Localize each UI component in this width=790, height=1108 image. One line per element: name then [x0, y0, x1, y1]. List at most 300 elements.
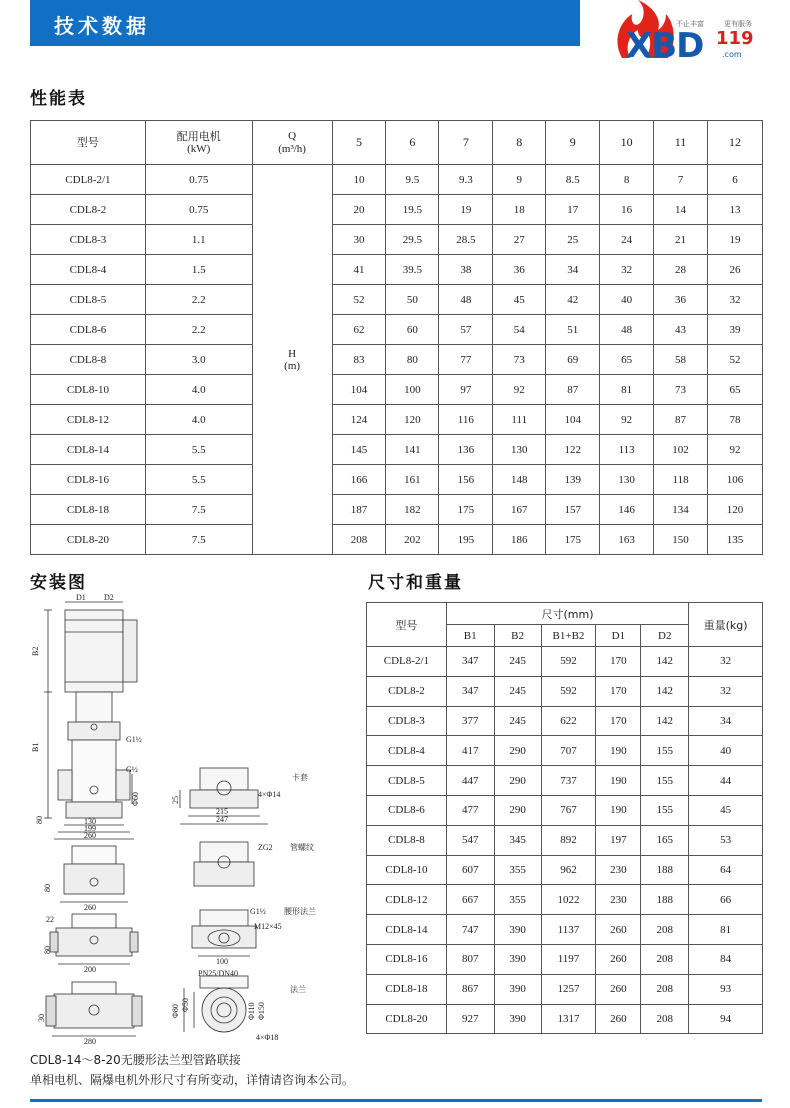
head-cell: 208 [332, 525, 386, 555]
flow-header [252, 121, 332, 165]
model-cell: CDL8-8 [31, 345, 146, 375]
head-cell: 28 [654, 255, 708, 285]
head-cell: 57 [439, 315, 493, 345]
dim-value-cell: 188 [641, 855, 689, 885]
dim-30: 30 [37, 1014, 46, 1022]
dimension-row [367, 1004, 763, 1034]
head-cell: 120 [708, 495, 763, 525]
head-cell: 100 [386, 375, 439, 405]
weight-cell: 93 [689, 974, 763, 1004]
weight-cell: 94 [689, 1004, 763, 1034]
dim-phi150: Φ150 [257, 1002, 266, 1020]
head-cell: 42 [546, 285, 600, 315]
head-cell: 102 [654, 435, 708, 465]
head-cell: 13 [708, 195, 763, 225]
dim-value-cell: 170 [596, 676, 641, 706]
head-cell: 81 [600, 375, 654, 405]
dim-value-cell: 622 [541, 706, 596, 736]
dim-value-cell: 1137 [541, 915, 596, 945]
head-cell: 111 [493, 405, 546, 435]
label-flange: 法兰 [290, 985, 306, 994]
dim-value-cell: 390 [494, 974, 541, 1004]
head-cell: 130 [600, 465, 654, 495]
performance-row [31, 195, 763, 225]
dim-value-cell: 155 [641, 766, 689, 796]
head-cell: 157 [546, 495, 600, 525]
head-cell: 186 [493, 525, 546, 555]
label-d2: D2 [104, 593, 114, 602]
dim-value-cell: 290 [494, 766, 541, 796]
flow-value: 8 [493, 121, 546, 165]
head-cell: 58 [654, 345, 708, 375]
flow-value: 9 [546, 121, 600, 165]
dim-value-cell: 142 [641, 676, 689, 706]
head-cell: 116 [439, 405, 493, 435]
power-header [145, 121, 252, 165]
power-cell: 1.5 [145, 255, 252, 285]
head-cell: 92 [600, 405, 654, 435]
head-cell: 38 [439, 255, 493, 285]
dim-model-cell: CDL8-8 [367, 825, 447, 855]
weight-cell: 84 [689, 944, 763, 974]
dimension-row [367, 795, 763, 825]
dim-value-cell: 1022 [541, 885, 596, 915]
head-cell: 87 [654, 405, 708, 435]
flow-value: 10 [600, 121, 654, 165]
weight-cell: 66 [689, 885, 763, 915]
head-cell: 60 [386, 315, 439, 345]
head-cell: 16 [600, 195, 654, 225]
head-cell: 28.5 [439, 225, 493, 255]
performance-row [31, 435, 763, 465]
dim-value-cell: 390 [494, 915, 541, 945]
head-cell: 136 [439, 435, 493, 465]
dim-value-cell: 142 [641, 706, 689, 736]
dim-value-cell: 807 [446, 944, 494, 974]
power-cell: 1.1 [145, 225, 252, 255]
dim-model-cell: CDL8-4 [367, 736, 447, 766]
head-cell: 20 [332, 195, 386, 225]
head-cell: 41 [332, 255, 386, 285]
dim-phi80: Φ80 [171, 1004, 180, 1018]
head-cell: 17 [546, 195, 600, 225]
dim-value-cell: 170 [596, 647, 641, 677]
head-cell: 65 [600, 345, 654, 375]
power-cell: 2.2 [145, 315, 252, 345]
head-cell: 19 [708, 225, 763, 255]
dim-col-header: D1 [596, 625, 641, 647]
dim-80b: 80 [43, 884, 52, 892]
dim-value-cell: 867 [446, 974, 494, 1004]
model-cell: CDL8-2/1 [31, 165, 146, 195]
head-cell: 8 [600, 165, 654, 195]
dim-260b: 260 [84, 903, 96, 912]
head-cell: 156 [439, 465, 493, 495]
performance-row [31, 345, 763, 375]
head-cell: 52 [708, 345, 763, 375]
dim-value-cell: 170 [596, 706, 641, 736]
logo-domain: .com [722, 50, 742, 59]
power-cell: 3.0 [145, 345, 252, 375]
head-cell: 51 [546, 315, 600, 345]
dimension-row [367, 915, 763, 945]
power-cell: 0.75 [145, 195, 252, 225]
dim-value-cell: 417 [446, 736, 494, 766]
dim-200: 200 [84, 965, 96, 974]
dim-247: 247 [216, 815, 228, 824]
performance-row [31, 405, 763, 435]
dim-value-cell: 208 [641, 1004, 689, 1034]
dim-value-cell: 155 [641, 795, 689, 825]
head-cell: 39.5 [386, 255, 439, 285]
dim-value-cell: 737 [541, 766, 596, 796]
dimension-header-row [367, 603, 763, 625]
head-cell: 195 [439, 525, 493, 555]
dim-value-cell: 230 [596, 885, 641, 915]
dim-value-cell: 1197 [541, 944, 596, 974]
label-g1-top: G1½ [126, 735, 142, 744]
dim-model-cell: CDL8-2/1 [367, 647, 447, 677]
head-cell: 139 [546, 465, 600, 495]
head-cell: 122 [546, 435, 600, 465]
head-cell: 43 [654, 315, 708, 345]
head-cell: 48 [600, 315, 654, 345]
dimension-row [367, 885, 763, 915]
dim-phi50: Φ50 [181, 998, 190, 1012]
head-cell: 65 [708, 375, 763, 405]
dim-value-cell: 208 [641, 915, 689, 945]
dim-value-cell: 142 [641, 647, 689, 677]
model-header: 型号 [31, 121, 146, 165]
dim-value-cell: 260 [596, 915, 641, 945]
logo-text: XBD [626, 26, 704, 66]
dim-value-cell: 355 [494, 885, 541, 915]
dim-model-cell: CDL8-16 [367, 944, 447, 974]
flow-value: 11 [654, 121, 708, 165]
dim-value-cell: 260 [596, 944, 641, 974]
model-cell: CDL8-14 [31, 435, 146, 465]
dim-value-cell: 592 [541, 647, 596, 677]
flow-value: 6 [386, 121, 439, 165]
dim-215: 215 [216, 807, 228, 816]
weight-cell: 44 [689, 766, 763, 796]
dim-model-cell: CDL8-3 [367, 706, 447, 736]
head-cell: 14 [654, 195, 708, 225]
power-header-line1: 配用电机 [176, 129, 221, 143]
head-cell: 77 [439, 345, 493, 375]
dim-value-cell: 377 [446, 706, 494, 736]
weight-cell: 45 [689, 795, 763, 825]
note-line-2: 单相电机、隔爆电机外形尺寸有所变动，详情请咨询本公司。 [30, 1073, 355, 1087]
head-cell: 92 [708, 435, 763, 465]
head-cell: 40 [600, 285, 654, 315]
head-cell: 9.5 [386, 165, 439, 195]
label-clamp: 卡套 [292, 773, 308, 782]
dimension-row [367, 974, 763, 1004]
dim-value-cell: 390 [494, 944, 541, 974]
dim-130: 130 [84, 817, 96, 826]
dim-value-cell: 230 [596, 855, 641, 885]
head-cell: 24 [600, 225, 654, 255]
dim-model-cell: CDL8-6 [367, 795, 447, 825]
weight-cell: 32 [689, 647, 763, 677]
dim-value-cell: 1257 [541, 974, 596, 1004]
head-cell: 73 [493, 345, 546, 375]
power-cell: 5.5 [145, 465, 252, 495]
head-label-line2: (m) [284, 359, 301, 372]
dim-model-cell: CDL8-2 [367, 676, 447, 706]
weight-cell: 32 [689, 676, 763, 706]
performance-row [31, 225, 763, 255]
dim-value-cell: 547 [446, 825, 494, 855]
head-cell: 92 [493, 375, 546, 405]
head-cell: 167 [493, 495, 546, 525]
dim-value-cell: 260 [596, 1004, 641, 1034]
power-cell: 7.5 [145, 525, 252, 555]
head-cell: 25 [546, 225, 600, 255]
dim-model-cell: CDL8-10 [367, 855, 447, 885]
head-cell: 83 [332, 345, 386, 375]
dim-model-cell: CDL8-14 [367, 915, 447, 945]
head-cell: 202 [386, 525, 439, 555]
dim-80: 80 [35, 816, 44, 824]
head-cell: 6 [708, 165, 763, 195]
dim-value-cell: 707 [541, 736, 596, 766]
dim-value-cell: 747 [446, 915, 494, 945]
head-cell: 52 [332, 285, 386, 315]
brand-logo [612, 0, 772, 68]
performance-row [31, 465, 763, 495]
head-cell: 182 [386, 495, 439, 525]
performance-row [31, 255, 763, 285]
dim-model-cell: CDL8-12 [367, 885, 447, 915]
header-banner [30, 0, 580, 46]
logo-number: 119 [716, 28, 754, 49]
dim-value-cell: 892 [541, 825, 596, 855]
label-d1: D1 [76, 593, 86, 602]
weight-cell: 64 [689, 855, 763, 885]
dim-value-cell: 447 [446, 766, 494, 796]
dim-80c: 80 [43, 946, 52, 954]
dim-value-cell: 245 [494, 706, 541, 736]
head-cell: 124 [332, 405, 386, 435]
head-cell: 113 [600, 435, 654, 465]
head-cell: 32 [708, 285, 763, 315]
dim-value-cell: 208 [641, 974, 689, 1004]
performance-row [31, 315, 763, 345]
dim-col-header: B1+B2 [541, 625, 596, 647]
dim-value-cell: 927 [446, 1004, 494, 1034]
head-cell: 36 [654, 285, 708, 315]
head-cell: 39 [708, 315, 763, 345]
dimension-row [367, 855, 763, 885]
power-cell: 2.2 [145, 285, 252, 315]
dim-value-cell: 477 [446, 795, 494, 825]
dim-phi60: Φ60 [131, 792, 140, 806]
dim-value-cell: 592 [541, 676, 596, 706]
head-cell: 62 [332, 315, 386, 345]
head-cell: 175 [439, 495, 493, 525]
head-cell: 118 [654, 465, 708, 495]
head-cell: 54 [493, 315, 546, 345]
head-cell: 148 [493, 465, 546, 495]
head-cell: 104 [546, 405, 600, 435]
head-cell: 29.5 [386, 225, 439, 255]
model-cell: CDL8-3 [31, 225, 146, 255]
performance-row [31, 525, 763, 555]
model-cell: CDL8-4 [31, 255, 146, 285]
dim-phi110: Φ110 [247, 1002, 256, 1020]
head-cell: 7 [654, 165, 708, 195]
dim-280: 280 [84, 1037, 96, 1046]
head-label-cell [252, 165, 332, 555]
head-cell: 8.5 [546, 165, 600, 195]
head-cell: 45 [493, 285, 546, 315]
dim-value-cell: 767 [541, 795, 596, 825]
head-cell: 32 [600, 255, 654, 285]
dim-value-cell: 290 [494, 736, 541, 766]
dim-value-cell: 290 [494, 795, 541, 825]
dim-m12: M12×45 [254, 922, 282, 931]
head-cell: 26 [708, 255, 763, 285]
head-cell: 87 [546, 375, 600, 405]
performance-heading: 性能表 [30, 89, 87, 109]
power-header-line2: (kW) [187, 142, 211, 155]
weight-cell: 34 [689, 706, 763, 736]
head-cell: 175 [546, 525, 600, 555]
model-cell: CDL8-2 [31, 195, 146, 225]
dimension-row [367, 647, 763, 677]
dimension-row [367, 944, 763, 974]
dim-model-cell: CDL8-18 [367, 974, 447, 1004]
dim-value-cell: 347 [446, 676, 494, 706]
head-cell: 19 [439, 195, 493, 225]
dimension-row [367, 766, 763, 796]
head-cell: 135 [708, 525, 763, 555]
dim-value-cell: 347 [446, 647, 494, 677]
head-cell: 145 [332, 435, 386, 465]
head-cell: 166 [332, 465, 386, 495]
dim-model-cell: CDL8-20 [367, 1004, 447, 1034]
head-cell: 120 [386, 405, 439, 435]
dim-260: 260 [84, 831, 96, 840]
label-pipe-thread: 管螺纹 [290, 843, 314, 852]
dimension-row [367, 676, 763, 706]
performance-row [31, 285, 763, 315]
dimension-row [367, 736, 763, 766]
performance-row [31, 165, 763, 195]
head-label-line1: H [288, 347, 297, 360]
model-cell: CDL8-20 [31, 525, 146, 555]
performance-header-row [31, 121, 763, 165]
dim-value-cell: 190 [596, 766, 641, 796]
weight-header: 重量(kg) [689, 603, 763, 647]
head-cell: 48 [439, 285, 493, 315]
dim-value-cell: 165 [641, 825, 689, 855]
power-cell: 7.5 [145, 495, 252, 525]
dim-25: 25 [171, 796, 180, 804]
head-cell: 141 [386, 435, 439, 465]
performance-table [30, 120, 763, 555]
performance-row [31, 495, 763, 525]
dimension-row [367, 825, 763, 855]
label-pn: PN25/DN40 [198, 969, 239, 978]
head-cell: 18 [493, 195, 546, 225]
head-cell: 36 [493, 255, 546, 285]
dimensions-heading: 尺寸和重量 [368, 573, 463, 593]
note-line-1: CDL8-14～8-20无腰形法兰型管路联接 [30, 1053, 241, 1067]
head-cell: 163 [600, 525, 654, 555]
head-cell: 134 [654, 495, 708, 525]
dim-col-header: D2 [641, 625, 689, 647]
head-cell: 106 [708, 465, 763, 495]
logo-slogan-left: 不止丰富 [676, 20, 704, 28]
dimension-table [366, 602, 763, 1034]
dim-value-cell: 190 [596, 795, 641, 825]
performance-row [31, 375, 763, 405]
model-cell: CDL8-16 [31, 465, 146, 495]
size-group-header: 尺寸(mm) [446, 603, 688, 625]
dim-value-cell: 245 [494, 647, 541, 677]
head-cell: 146 [600, 495, 654, 525]
flow-header-line1: Q [288, 129, 297, 142]
dim-model-cell: CDL8-5 [367, 766, 447, 796]
dim-100: 100 [216, 957, 228, 966]
label-b2: B2 [31, 646, 40, 656]
head-cell: 73 [654, 375, 708, 405]
label-zg2: ZG2 [258, 843, 273, 852]
dim-value-cell: 190 [596, 736, 641, 766]
dim-value-cell: 667 [446, 885, 494, 915]
head-cell: 27 [493, 225, 546, 255]
weight-cell: 81 [689, 915, 763, 945]
weight-cell: 53 [689, 825, 763, 855]
head-cell: 10 [332, 165, 386, 195]
head-cell: 150 [654, 525, 708, 555]
head-cell: 50 [386, 285, 439, 315]
dim-value-cell: 208 [641, 944, 689, 974]
head-cell: 161 [386, 465, 439, 495]
power-cell: 5.5 [145, 435, 252, 465]
model-cell: CDL8-12 [31, 405, 146, 435]
weight-cell: 40 [689, 736, 763, 766]
head-cell: 130 [493, 435, 546, 465]
installation-heading: 安装图 [30, 573, 87, 593]
flow-value: 5 [332, 121, 386, 165]
dim-value-cell: 260 [596, 974, 641, 1004]
dim-value-cell: 245 [494, 676, 541, 706]
head-cell: 187 [332, 495, 386, 525]
label-g1-side: G1½ [250, 907, 266, 916]
logo-slogan-right: 更有服务 [724, 20, 752, 28]
banner-title: 技术数据 [54, 14, 150, 38]
dim-22: 22 [46, 915, 54, 924]
head-cell: 30 [332, 225, 386, 255]
dim-value-cell: 345 [494, 825, 541, 855]
flow-value: 12 [708, 121, 763, 165]
label-b1: B1 [31, 742, 40, 752]
head-cell: 21 [654, 225, 708, 255]
installation-drawing [28, 592, 358, 1047]
dim-199: 199 [84, 824, 96, 833]
power-cell: 4.0 [145, 405, 252, 435]
head-cell: 80 [386, 345, 439, 375]
dim-value-cell: 155 [641, 736, 689, 766]
head-cell: 9.3 [439, 165, 493, 195]
dim-value-cell: 188 [641, 885, 689, 915]
head-cell: 19.5 [386, 195, 439, 225]
model-cell: CDL8-10 [31, 375, 146, 405]
